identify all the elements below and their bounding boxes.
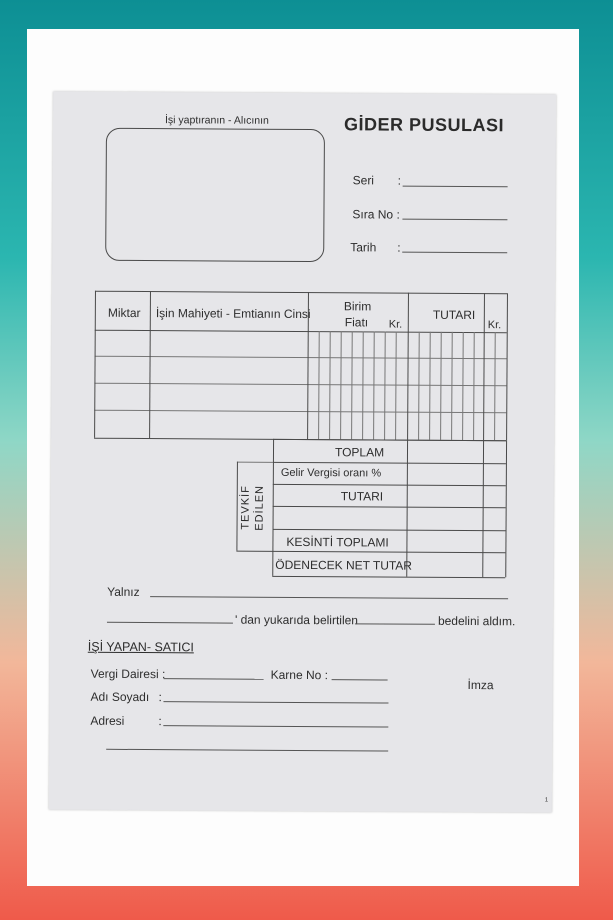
adresi-field-1[interactable] — [163, 725, 388, 727]
bedel-field[interactable] — [355, 623, 435, 624]
col-header-kr-2: Kr. — [487, 319, 502, 332]
table-right-border — [506, 293, 508, 440]
col-header-kr-1: Kr. — [388, 318, 403, 331]
adi-soyadi-colon: : — [158, 690, 162, 705]
summary-line — [273, 529, 506, 531]
amount-text-field[interactable] — [107, 622, 233, 624]
col-header-tutari: TUTARI — [432, 307, 476, 323]
sira-no-label: Sıra No : — [352, 207, 400, 222]
adresi-colon: : — [158, 714, 162, 729]
summary-right-border — [505, 440, 507, 577]
table-left-border — [94, 291, 96, 438]
tarih-field[interactable] — [402, 252, 507, 254]
table-col-divider — [149, 291, 151, 438]
vergi-dairesi-field[interactable] — [164, 678, 264, 680]
table-col-divider — [483, 293, 485, 440]
summary-line — [237, 462, 273, 463]
table-row-line — [95, 356, 507, 360]
gelir-vergisi-label: Gelir Vergisi oranı % — [280, 466, 382, 480]
vergi-dairesi-label: Vergi Dairesi : — [90, 666, 166, 682]
karne-no-field[interactable] — [332, 679, 388, 680]
table-header-divider — [95, 330, 507, 334]
table-row-line — [94, 410, 506, 414]
table-top-border — [95, 291, 507, 295]
form-title: GİDER PUSULASI — [343, 114, 505, 136]
bedelini-aldim-text: bedelini aldım. — [437, 613, 516, 629]
buyer-stamp-box — [105, 128, 325, 262]
corner-mark: 1 — [544, 797, 549, 804]
summary-divider — [272, 439, 274, 576]
seri-field[interactable] — [403, 186, 508, 188]
table-col-divider — [407, 293, 409, 440]
col-header-miktar: Miktar — [107, 305, 141, 321]
toplam-label: TOPLAM — [334, 445, 385, 460]
yalniz-label: Yalnız — [107, 584, 140, 600]
seller-heading: İŞİ YAPAN- SATICI — [87, 639, 194, 655]
gider-pusulasi-form — [49, 91, 556, 812]
adi-soyadi-field[interactable] — [163, 701, 388, 703]
yalniz-field[interactable] — [150, 596, 508, 599]
kesinti-toplami-label: KESİNTİ TOPLAMI — [286, 534, 389, 550]
tarih-label: Tarih — [350, 240, 377, 255]
col-header-isin-mahiyeti: İşin Mahiyeti - Emtianın Cinsi — [155, 306, 311, 322]
karne-no-label: Karne No : — [270, 667, 329, 683]
summary-line — [273, 506, 506, 508]
adi-soyadi-label: Adı Soyadı — [90, 689, 150, 705]
sira-no-field[interactable] — [402, 219, 507, 221]
summary-line — [236, 551, 505, 554]
dan-yukarida-text: ' dan yukarıda belirtilen — [234, 612, 359, 628]
col-header-birim: Birim — [343, 299, 372, 314]
summary-line — [273, 439, 506, 441]
adresi-label: Adresi — [90, 713, 125, 728]
tevkif-tutari-label: TUTARI — [340, 489, 384, 504]
adresi-field-2[interactable] — [106, 749, 388, 752]
seri-colon: : — [397, 173, 402, 188]
table-row-line — [94, 383, 506, 387]
imza-label: İmza — [467, 678, 494, 693]
summary-divider — [482, 440, 484, 577]
tevkif-label: TEVKİF — [239, 485, 252, 530]
buyer-box-label: İşi yaptıranın - Alıcının — [164, 114, 269, 127]
tarih-colon: : — [397, 240, 401, 255]
summary-line — [272, 576, 505, 578]
col-header-fiati: Fiatı — [344, 315, 369, 330]
seri-label: Seri — [352, 173, 375, 188]
summary-line — [273, 462, 506, 464]
summary-line — [273, 484, 506, 486]
odenecek-net-tutar-label: ÖDENECEK NET TUTAR — [275, 557, 413, 573]
edilen-label: EDİLEN — [253, 484, 266, 531]
summary-divider — [406, 440, 408, 577]
summary-left-border — [236, 462, 238, 551]
